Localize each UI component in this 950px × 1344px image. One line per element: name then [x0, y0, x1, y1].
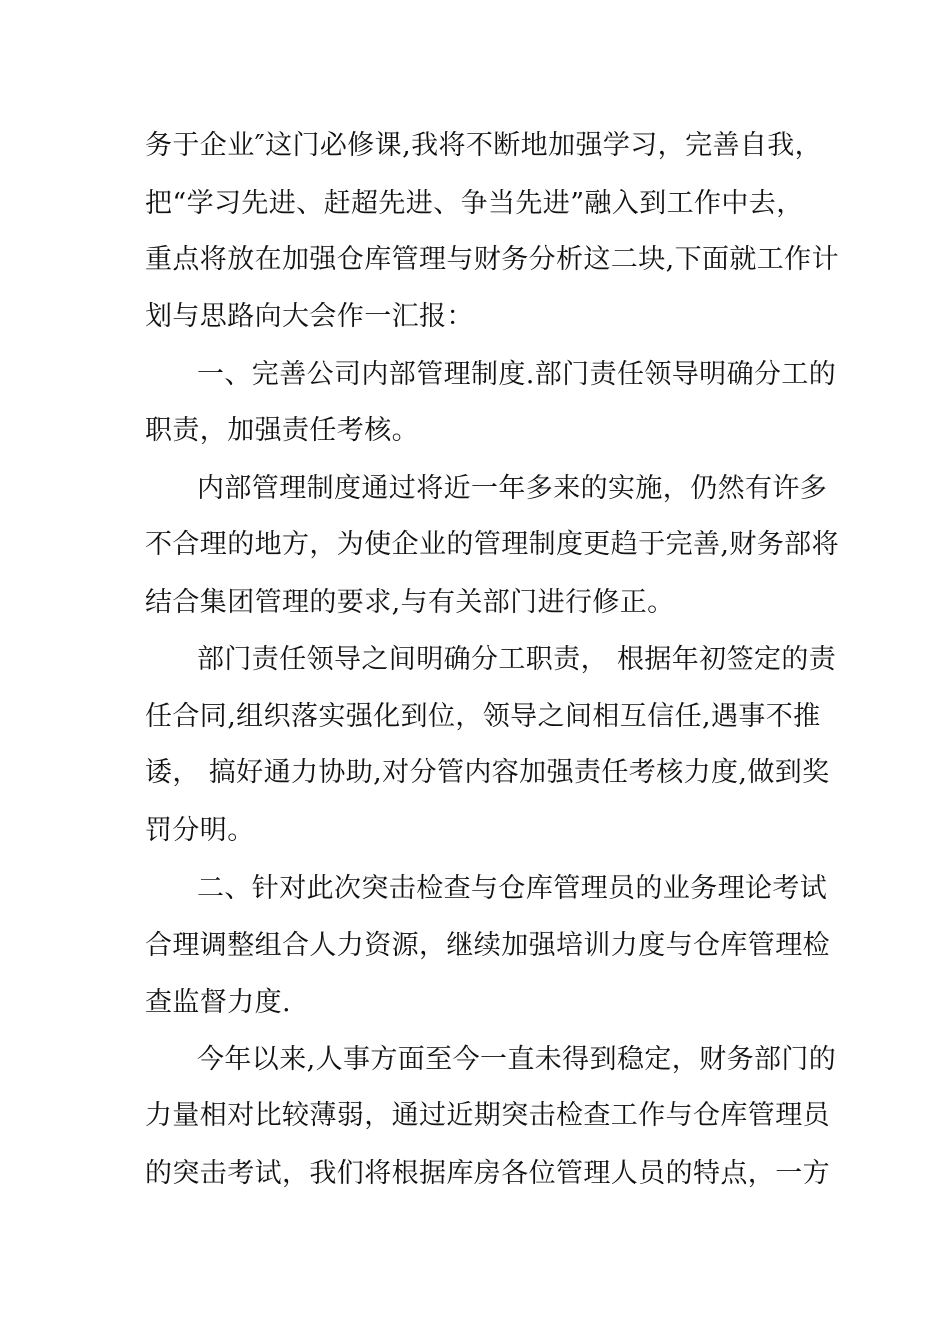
text-line: 重点将放在加强仓库管理与财务分析这二块,下面就工作计 — [145, 244, 839, 275]
text-line: 结合集团管理的要求,与有关部门进行修正。 — [145, 587, 675, 618]
text-line: 部门责任领导之间明确分工职责， 根据年初签定的责 — [197, 644, 837, 675]
section-heading-line: 合理调整组合人力资源，继续加强培训力度与仓库管理检 — [145, 930, 830, 961]
text-line: 力量相对比较薄弱，通过近期突击检查工作与仓库管理员 — [145, 1100, 830, 1131]
text-line: 把“学习先进、赶超先进、争当先进”融入到工作中去， — [145, 188, 804, 219]
section-heading-line: 职责，加强责任考核。 — [145, 415, 419, 446]
text-line: 划与思路向大会作一汇报： — [145, 301, 474, 332]
section-heading-line: 二、针对此次突击检查与仓库管理员的业务理论考试 — [197, 873, 828, 904]
text-line: 不合理的地方，为使企业的管理制度更趋于完善,财务部将 — [145, 529, 839, 560]
text-line: 诿， 搞好通力协助,对分管内容加强责任考核力度,做到奖 — [145, 757, 830, 788]
text-line: 罚分明。 — [145, 815, 255, 846]
section-heading-line: 查监督力度. — [145, 987, 291, 1018]
section-heading-line: 一、完善公司内部管理制度.部门责任领导明确分工的 — [197, 359, 837, 390]
text-line: 任合同,组织落实强化到位，领导之间相互信任,遇事不推 — [145, 701, 821, 732]
text-line: 务于企业″这门必修课,我将不断地加强学习，完善自我， — [145, 130, 823, 161]
text-line: 今年以来,人事方面至今一直未得到稳定，财务部门的 — [197, 1044, 837, 1075]
text-line: 内部管理制度通过将近一年多来的实施，仍然有许多 — [197, 473, 828, 504]
text-line: 的突击考试，我们将根据库房各位管理人员的特点，一方 — [145, 1158, 830, 1189]
